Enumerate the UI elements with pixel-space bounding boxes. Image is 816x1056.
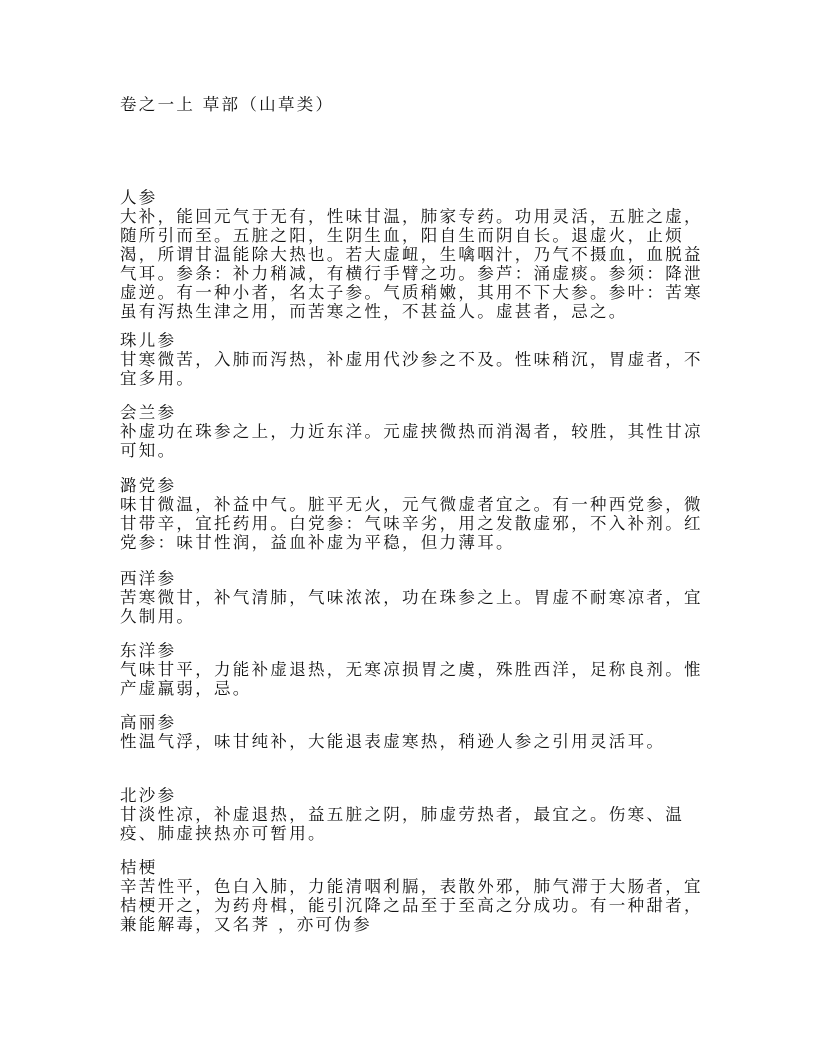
entry-renshen [120, 188, 720, 321]
page-title: 卷之一上 草部（山草类） [120, 95, 335, 114]
entry-text: 补虚功在珠参之上，力近东洋。元虚挟微热而消渴者，较胜，其性甘凉可知。 [120, 422, 703, 460]
entry-heading: 桔梗 [120, 858, 158, 877]
entry-dongyangshen [120, 641, 720, 698]
entry-gaolishen [120, 713, 720, 751]
entry-heading: 北沙参 [120, 786, 177, 805]
entry-heading: 东洋参 [120, 641, 177, 660]
entry-text: 甘寒微苦，入肺而泻热，补虚用代沙参之不及。性味稍沉，胃虚者，不宜多用。 [120, 350, 703, 388]
entry-ludangshen [120, 476, 720, 552]
entry-text: 辛苦性平，色白入肺，力能清咽利膈，表散外邪，肺气滞于大肠者，宜桔梗开之，为药舟楫，能引沉降之品至于至高之分成功。有一种甜者，兼能解毒，又名荠 ，亦可伪参 [120, 877, 703, 934]
entry-text: 苦寒微甘，补气清肺，气味浓浓，功在珠参之上。胃虚不耐寒凉者，宜久制用。 [120, 588, 703, 626]
entry-heading: 西洋参 [120, 569, 177, 588]
entry-beishashen [120, 786, 720, 843]
entry-huilanshen [120, 403, 720, 460]
entry-heading: 人参 [120, 188, 158, 207]
entry-heading: 高丽参 [120, 713, 177, 732]
entry-text: 大补，能回元气于无有，性味甘温，肺家专药。功用灵活，五脏之虚，随所引而至。五脏之阳，生阴生血，阳自生而阴自长。退虚火，止烦渴，所谓甘温能除大热也。若大虚衄，生噙咽汁，乃气不摄血，血脱益气耳。参条：补力稍减，有横行手臂之功。参芦：涌虚痰。参须：降泄虚逆。有一种小者，名太子参。气质稍嫩，其用不下大参。参叶：苦寒虽有泻热生津之用，而苦寒之性，不甚益人。虚甚者，忌之。 [120, 207, 703, 321]
entry-text: 性温气浮，味甘纯补，大能退表虚寒热，稍逊人参之引用灵活耳。 [120, 732, 666, 751]
entry-heading: 会兰参 [120, 403, 177, 422]
entry-jiegeng [120, 858, 720, 934]
entry-zhuershen [120, 331, 720, 388]
entry-text: 甘淡性凉，补虚退热，益五脏之阴，肺虚劳热者，最宜之。伤寒、温疫、肺虚挟热亦可暂用。 [120, 805, 684, 843]
entry-text: 味甘微温，补益中气。脏平无火，元气微虚者宜之。有一种西党参，微甘带辛，宜托药用。白党参：气味辛劣，用之发散虚邪，不入补剂。红党参：味甘性润，益血补虚为平稳，但力薄耳。 [120, 495, 703, 552]
entry-xiyangshen [120, 569, 720, 626]
entry-text: 气味甘平，力能补虚退热，无寒凉损胃之虞，殊胜西洋，足称良剂。惟产虚羸弱，忌。 [120, 660, 703, 698]
entry-heading: 潞党参 [120, 476, 177, 495]
entry-heading: 珠儿参 [120, 331, 177, 350]
